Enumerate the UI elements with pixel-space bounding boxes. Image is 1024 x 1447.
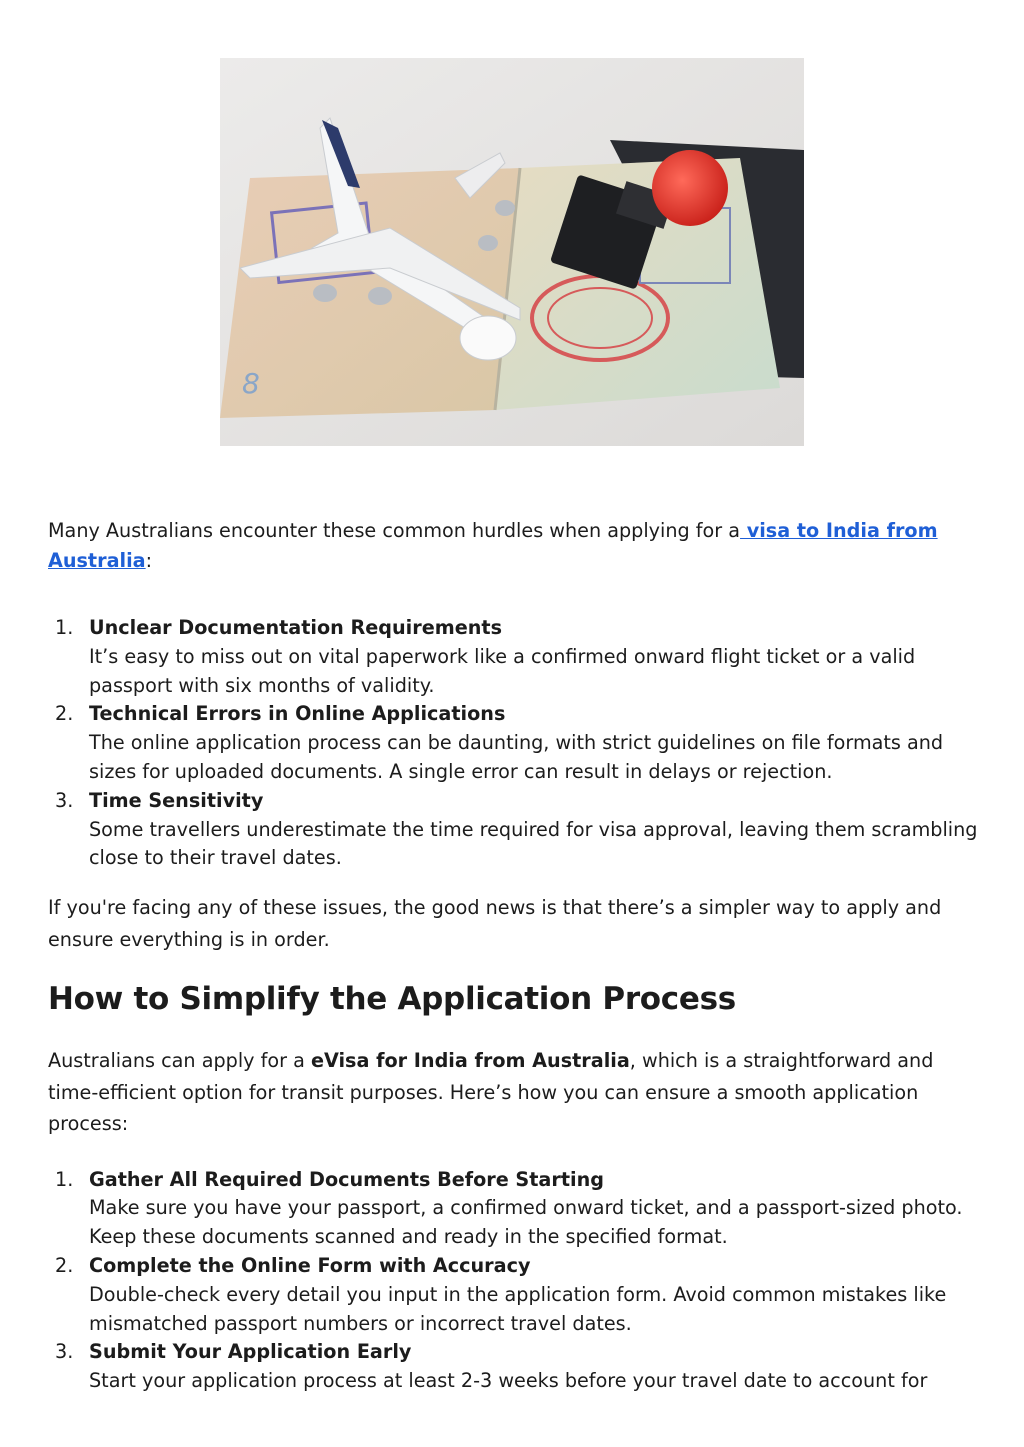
list-item: 1. Unclear Documentation Requirements It’s easy to miss out on vital paperwork like a confirmed onward flight ticket or a valid passport with six months of validity. bbox=[48, 614, 984, 700]
list-item-title: Time Sensitivity bbox=[89, 788, 264, 812]
hurdles-list bbox=[48, 614, 984, 873]
list-item-title: Gather All Required Documents Before Starting bbox=[89, 1167, 604, 1191]
list-item: 2. Technical Errors in Online Applications The online application process can be daunting, with strict guidelines on file formats and sizes for uploaded documents. A single error can result in delays or rejection. bbox=[48, 700, 984, 786]
intro-paragraph: Many Australians encounter these common hurdles when applying for a visa to India from Australia: bbox=[48, 519, 938, 572]
visa-india-link[interactable]: visa to India from Australia bbox=[48, 519, 938, 572]
list-item-text: The online application process can be daunting, with strict guidelines on file formats and sizes for uploaded documents. A single error can result in delays or rejection. bbox=[89, 731, 944, 783]
list-item: 2. Complete the Online Form with Accuracy Double-check every detail you input in the application form. Avoid common mistakes like mismatched passport numbers or incorrect travel dates. bbox=[48, 1252, 984, 1338]
after-list-paragraph: If you're facing any of these issues, the good news is that there’s a simpler way to apply and ensure everything is in order. bbox=[48, 896, 942, 951]
list-item: 1. Gather All Required Documents Before Starting Make sure you have your passport, a confirmed onward ticket, and a passport-sized photo. Keep these documents scanned and ready in the specified format. bbox=[48, 1166, 984, 1252]
passport-airplane-illustration bbox=[220, 58, 804, 446]
article-body bbox=[48, 516, 984, 1396]
section-heading: How to Simplify the Application Process bbox=[48, 981, 736, 1018]
steps-list bbox=[48, 1166, 984, 1396]
list-item: 3. Submit Your Application Early Start your application process at least 2-3 weeks before your travel date to account for bbox=[48, 1338, 984, 1396]
evisa-paragraph: Australians can apply for a eVisa for India from Australia, which is a straightforward and time-efficient option for transit purposes. Here’s how you can ensure a smooth application process: bbox=[48, 1049, 934, 1136]
list-item-title: Unclear Documentation Requirements bbox=[89, 616, 502, 639]
list-item: 3. Time Sensitivity Some travellers underestimate the time required for visa approval, leaving them scrambling close to their travel dates. bbox=[48, 787, 984, 873]
list-item-title: Submit Your Application Early bbox=[89, 1340, 412, 1364]
list-item-text: Some travellers underestimate the time required for visa approval, leaving them scrambling close to their travel dates. bbox=[89, 817, 978, 870]
list-item-text: It’s easy to miss out on vital paperwork like a confirmed onward flight ticket or a valid passport with six months of validity. bbox=[89, 644, 916, 697]
list-item-text: Double-check every detail you input in the application form. Avoid common mistakes like mismatched passport numbers or incorrect travel dates. bbox=[89, 1282, 947, 1335]
list-item-text: Make sure you have your passport, a confirmed onward ticket, and a passport-sized photo. Keep these documents scanned and ready in the specified format. bbox=[89, 1196, 963, 1249]
list-item-title: Complete the Online Form with Accuracy bbox=[89, 1254, 531, 1278]
hero-image bbox=[220, 58, 804, 446]
svg-text:8: 8 bbox=[242, 367, 260, 400]
list-item-text: Start your application process at least 2-3 weeks before your travel date to account for bbox=[89, 1369, 928, 1393]
list-item-title: Technical Errors in Online Applications bbox=[89, 702, 506, 726]
